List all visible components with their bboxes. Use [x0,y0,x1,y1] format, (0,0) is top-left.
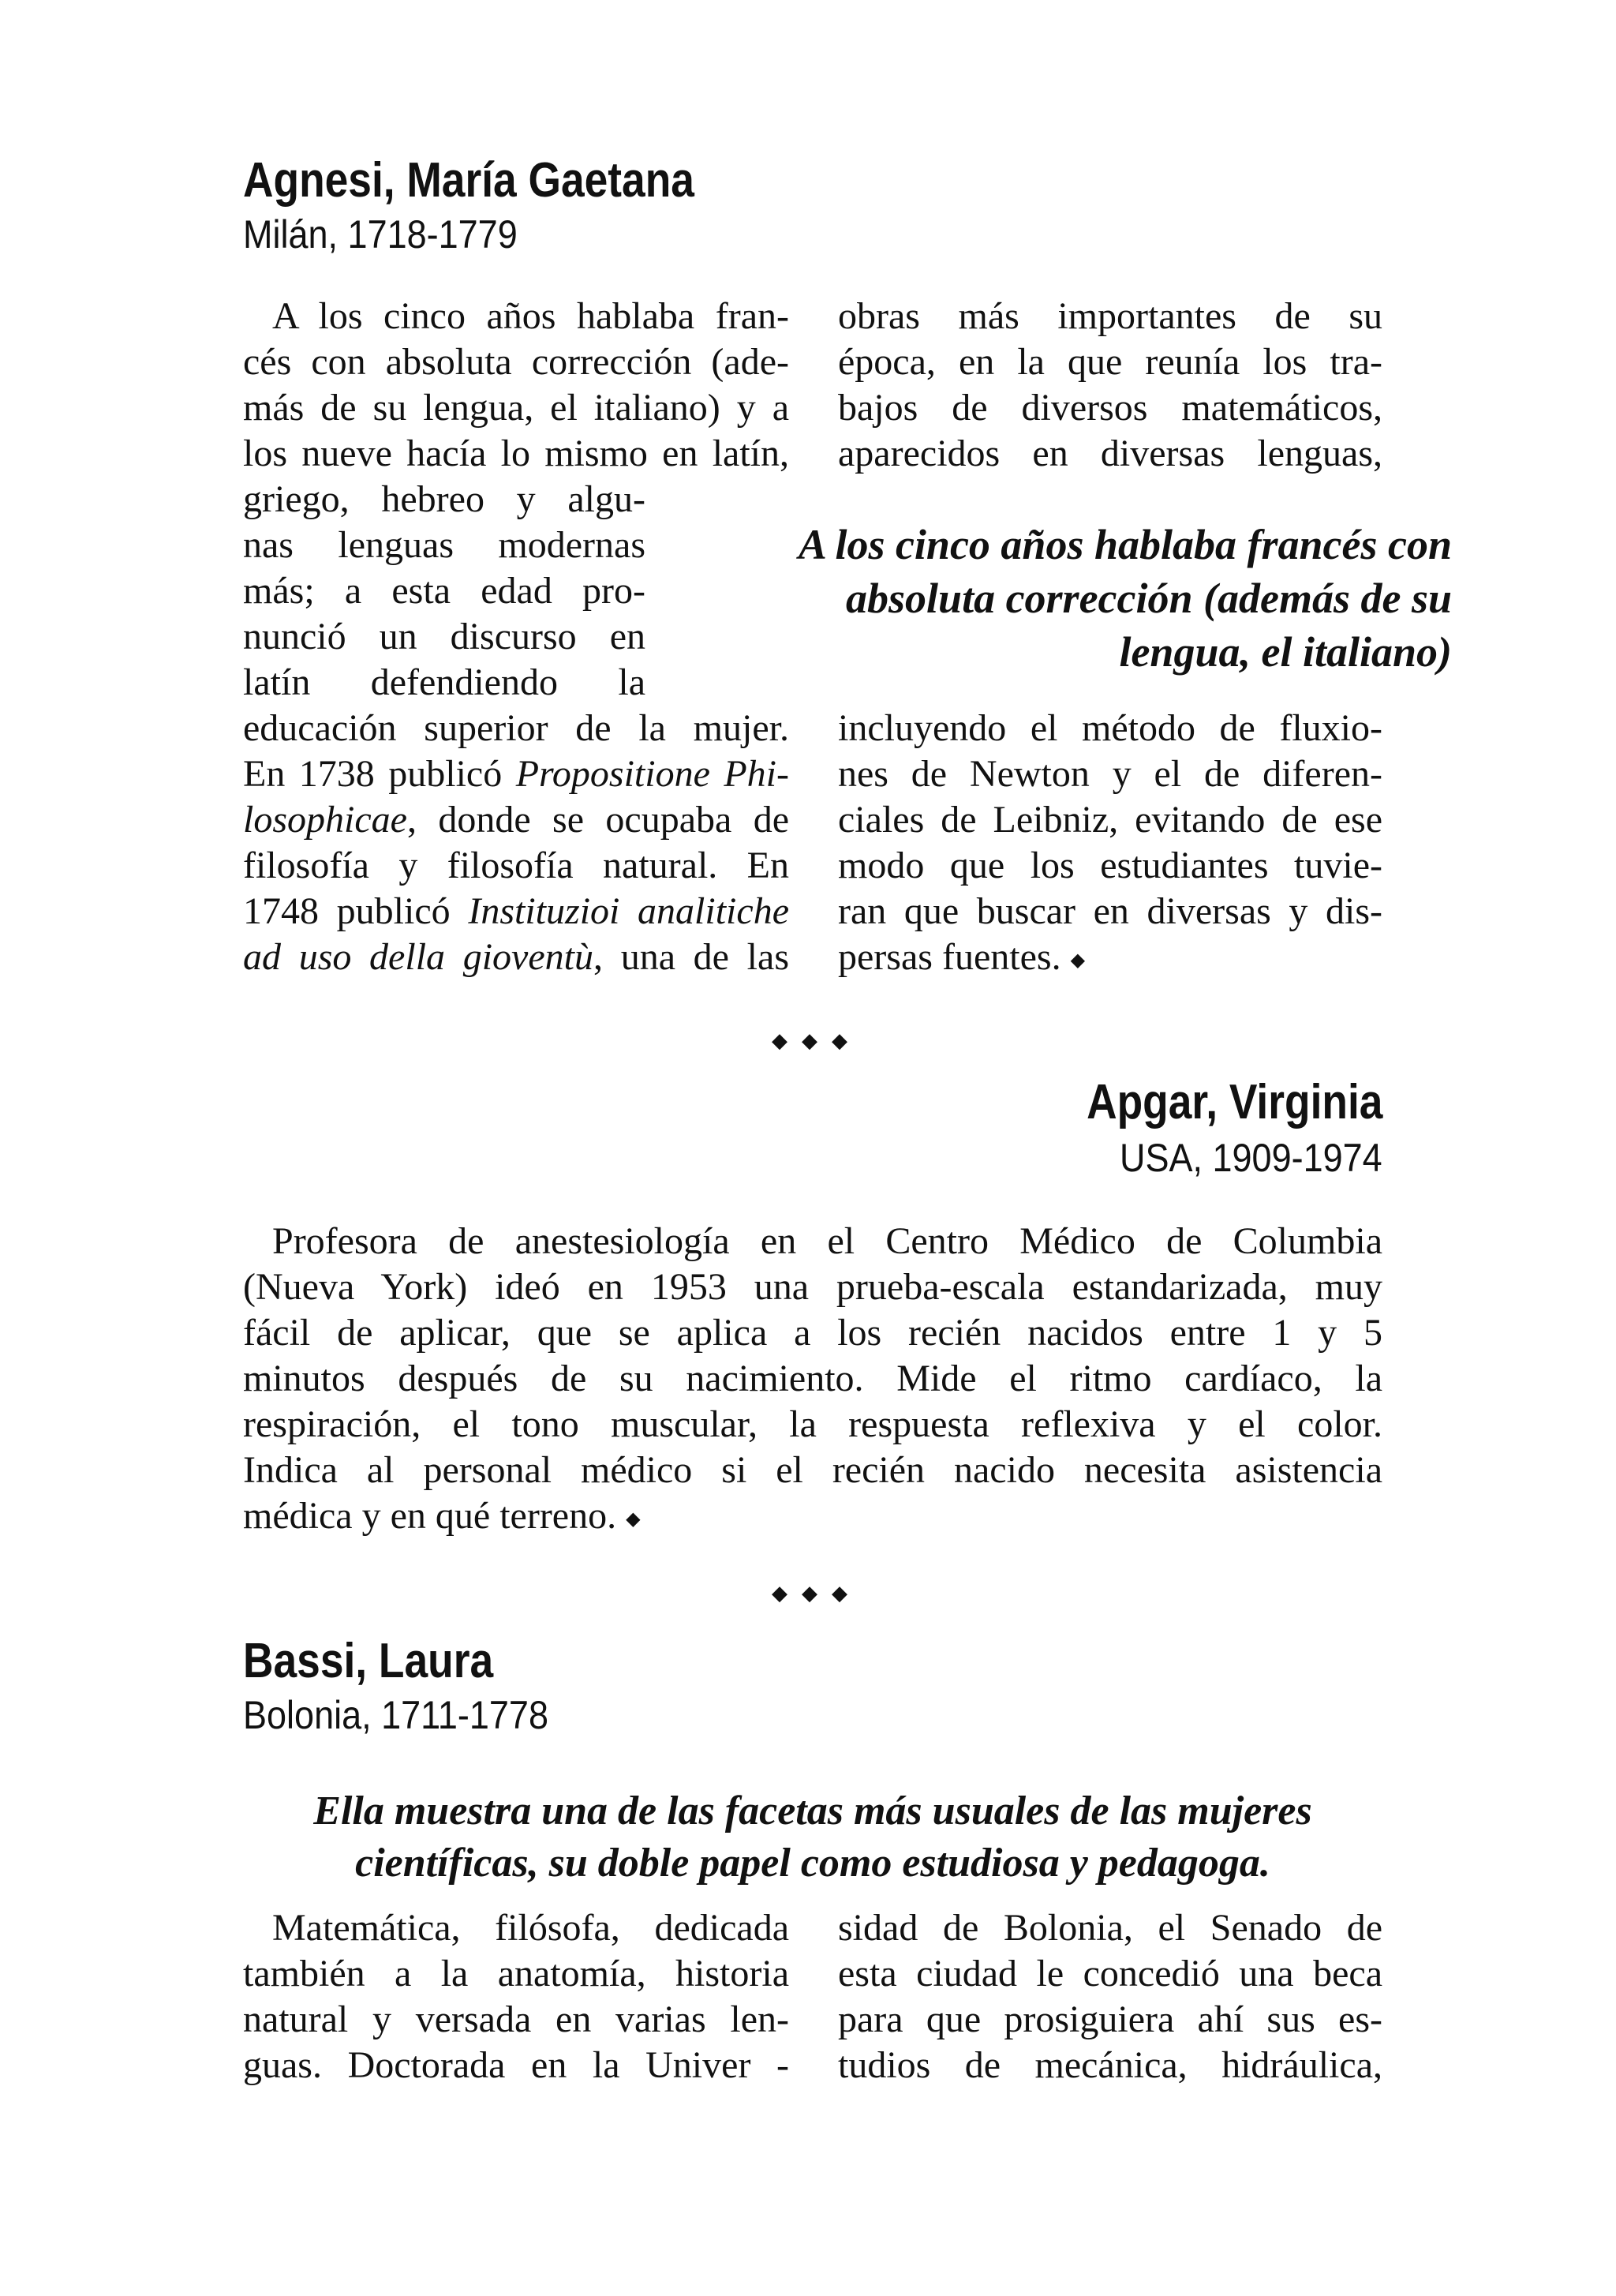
entry-name-bassi: Bassi, Laura [243,1634,494,1688]
entry-dates-apgar: USA, 1909-1974 [1120,1136,1382,1180]
pull-quote-agnesi [799,518,1452,679]
text-line: tudios de mecánica, hidráulica, [838,2044,1382,2086]
text-line: filosofía y filosofía natural. En [243,845,789,886]
text-line: los nueve hacía lo mismo en latín, [243,433,789,474]
text-line: natural y versada en varias len- [243,1998,789,2040]
text-line: 1748 publicó Instituzioi analitiche [243,890,789,932]
text-line: respiración, el tono muscular, la respuesta reflexiva y el color. [243,1403,1382,1445]
pull-quote-line: A los cinco años hablaba francés con [798,521,1452,568]
pull-quote-line: lengua, el italiano) [1119,628,1452,676]
text-line: más; a esta edad pro- [243,570,645,612]
text-line: ran que buscar en diversas y dis- [838,890,1382,932]
text-line: latín defendiendo la [243,661,645,703]
text-line: también a la anatomía, historia [243,1953,789,1994]
text-line: Profesora de anestesiología en el Centro Médico de Columbia [272,1220,1382,1262]
text-line: Matemática, filósofa, dedicada [272,1907,789,1949]
text-line: nunció un discurso en [243,616,645,657]
text-line: A los cinco años hablaba fran- [272,295,789,337]
section-separator: ◆◆◆ [772,1582,862,1605]
end-diamond-icon: ◆ [626,1508,641,1530]
text-line: (Nueva York) ideó en 1953 una prueba-escala estandarizada, muy [243,1266,1382,1308]
section-separator: ◆◆◆ [772,1029,862,1053]
text-line: obras más importantes de su [838,295,1382,337]
text-line: modo que los estudiantes tuvie- [838,845,1382,886]
text-line: cés con absoluta corrección (ade- [243,341,789,383]
pull-quote-line: científicas, su doble papel como estudiosa y pedagoga. [355,1841,1270,1886]
pull-quote-line: Ella muestra una de las facetas más usuales de las mujeres [313,1788,1312,1833]
text-line: esta ciudad le concedió una beca [838,1953,1382,1994]
text-line: losophicae, donde se ocupaba de [243,799,789,841]
text-line: ad uso della gioventù, una de las [243,936,789,978]
text-line: aparecidos en diversas lenguas, [838,433,1382,474]
text-line: más de su lengua, el italiano) y a [243,387,789,429]
entry-dates-agnesi: Milán, 1718-1779 [243,212,518,257]
text-line: Indica al personal médico si el recién nacido necesita asistencia [243,1449,1382,1491]
text-line: incluyendo el método de fluxio- [838,707,1382,749]
text-line: persas fuentes. ◆ [838,936,1086,978]
text-line: minutos después de su nacimiento. Mide el ritmo cardíaco, la [243,1358,1382,1399]
text-line: bajos de diversos matemáticos, [838,387,1382,429]
entry-name-apgar: Apgar, Virginia [1086,1075,1382,1129]
entry-dates-bassi: Bolonia, 1711-1778 [243,1693,548,1737]
text-line: ciales de Leibniz, evitando de ese [838,799,1382,841]
text-line: guas. Doctorada en la Univer - [243,2044,789,2086]
text-line: En 1738 publicó Propositione Phi- [243,753,789,795]
entry-name-agnesi: Agnesi, María Gaetana [243,153,694,208]
text-line: nas lenguas modernas [243,524,645,566]
text-line: educación superior de la mujer. [243,707,789,749]
text-line: para que prosiguiera ahí sus es- [838,1998,1382,2040]
text-line: sidad de Bolonia, el Senado de [838,1907,1382,1949]
text-line: médica y en qué terreno. ◆ [243,1495,641,1537]
text-line: nes de Newton y el de diferen- [838,753,1382,795]
pull-quote-bassi [243,1785,1382,1890]
text-line: fácil de aplicar, que se aplica a los recién nacidos entre 1 y 5 [243,1312,1382,1354]
pull-quote-line: absoluta corrección (además de su [846,575,1452,622]
text-line: época, en la que reunía los tra- [838,341,1382,383]
text-line: griego, hebreo y algu- [243,478,645,520]
end-diamond-icon: ◆ [1070,949,1086,971]
